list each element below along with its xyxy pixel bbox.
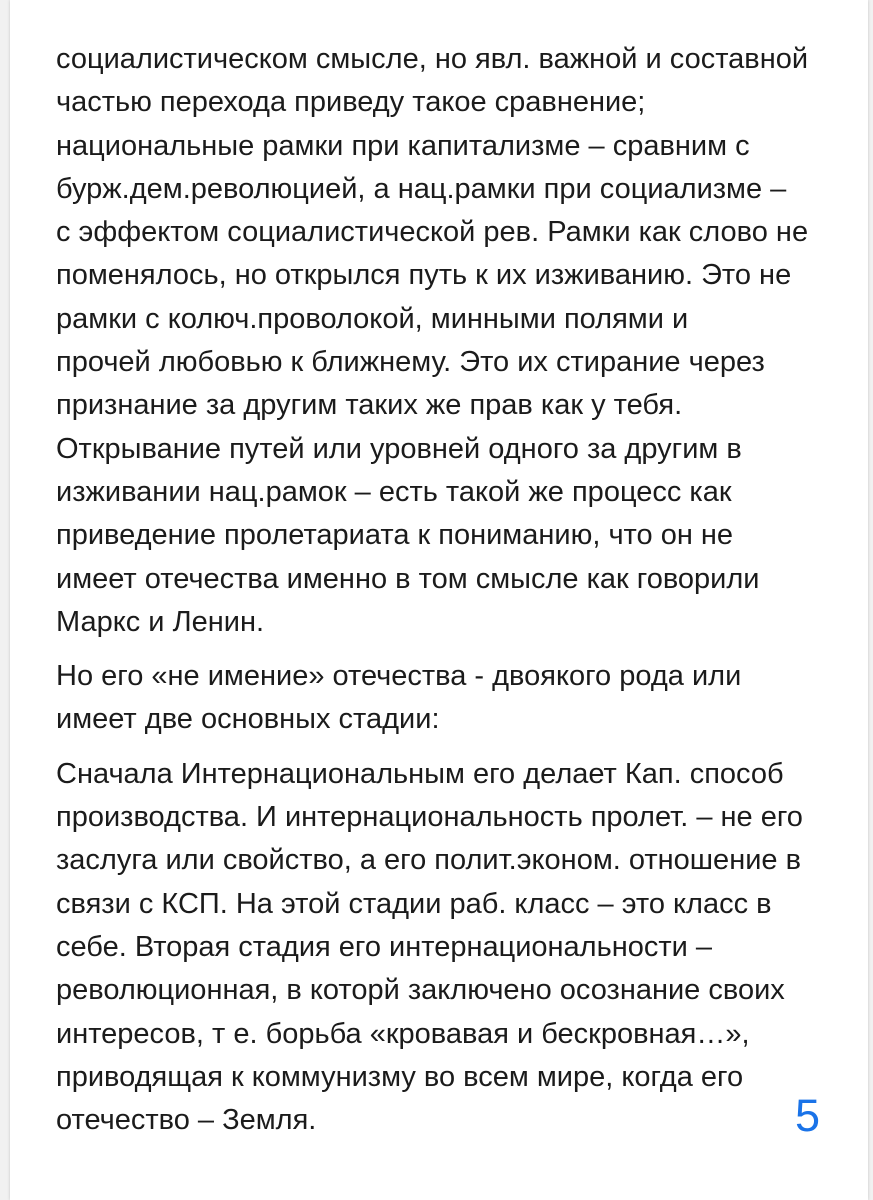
text-line: имеет отечества именно в том смысле как говорили	[56, 562, 760, 595]
text-line: отечество – Земля.	[56, 1104, 317, 1137]
text-line: имеет две основных стадии:	[56, 703, 440, 736]
text-line: бурж.дем.революцией, а нац.рамки при социализме –	[56, 172, 787, 205]
paragraph-1	[56, 38, 846, 644]
text-line: заслуга или свойство, а его полит.эконом. отношение в	[56, 844, 801, 877]
text-line: революционная, в которй заключено осознание своих	[56, 974, 785, 1007]
paragraph-3	[56, 753, 846, 1143]
text-line: прочей любовью к ближнему. Это их стирание через	[56, 346, 765, 379]
text-line: социалистическом смысле, но явл. важной и составной	[56, 43, 809, 75]
paragraph-2	[56, 655, 846, 742]
text-line: национальные рамки при капитализме – сравним с	[56, 129, 750, 162]
text-line: Открывание путей или уровней одного за другим в	[56, 432, 742, 465]
text-line: себе. Вторая стадия его интернациональности –	[56, 930, 713, 963]
text-line: Маркс и Ленин.	[56, 605, 265, 638]
text-line: поменялось, но открылся путь к их изживанию. Это не	[56, 259, 792, 292]
text-line: признание за другим таких же прав как у тебя.	[56, 389, 683, 422]
text-line: рамки с колюч.проволокой, минными полями и	[56, 302, 689, 335]
text-line: Но его «не имение» отечества - двоякого рода или	[56, 660, 742, 693]
text-line: интересов, т е. борьба «кровавая и бескровная…»,	[56, 1017, 750, 1050]
text-line: изживании нац.рамок – есть такой же процесс как	[56, 475, 732, 508]
document-body	[56, 38, 846, 1142]
paragraph-spacer	[56, 644, 846, 655]
text-line: связи с КСП. На этой стадии раб. класс – это класс в	[56, 887, 772, 920]
paragraph-spacer	[56, 742, 846, 753]
page-number: 5	[795, 1090, 821, 1141]
text-line: Сначала Интернациональным его делает Кап. способ	[56, 757, 784, 790]
text-line: приведение пролетариата к пониманию, что он не	[56, 519, 734, 552]
text-line: приводящая к коммунизму во всем мире, когда его	[56, 1060, 744, 1093]
text-line: производства. И интернациональность пролет. – не его	[56, 801, 803, 834]
text-line: с эффектом социалистической рев. Рамки как слово не	[56, 216, 809, 249]
text-line: частью перехода приведу такое сравнение;	[56, 86, 646, 119]
document-page	[10, 0, 868, 1200]
